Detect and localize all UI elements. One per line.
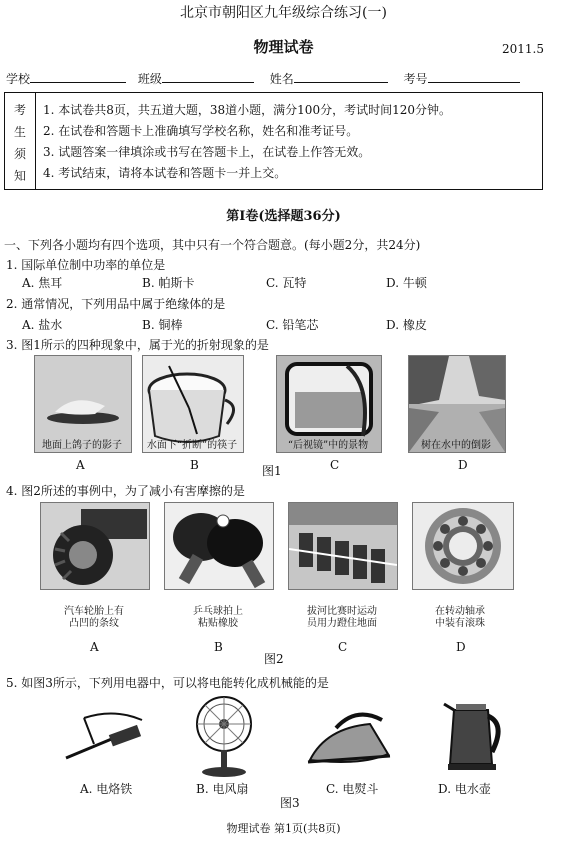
option-b: B. 帕斯卡	[142, 276, 195, 290]
question-stem: 2. 通常情况，下列用品中属于绝缘体的是	[6, 297, 226, 311]
page-footer: 物理试卷 第1页(共8页)	[226, 822, 341, 835]
option-letter-a: A	[90, 640, 99, 654]
notice-item: 4. 考试结束，请将本试卷和答题卡一并上交。	[43, 166, 287, 180]
option-a: A. 盐水	[22, 318, 63, 332]
option-d: D. 牛顿	[386, 276, 427, 290]
ping-pong-paddle-photo	[164, 502, 274, 590]
section-title: 第Ⅰ卷(选择题36分)	[226, 209, 341, 224]
chopsticks-in-cup-photo	[142, 355, 244, 453]
figure-caption: “后视镜”中的景物	[287, 440, 369, 451]
option-c: C. 瓦特	[266, 276, 307, 290]
school-blank	[30, 82, 126, 83]
option-letter-d: D	[458, 458, 468, 472]
option-b: B. 铜棒	[142, 318, 183, 332]
tractor-tire-photo	[40, 502, 150, 590]
class-blank	[162, 82, 254, 83]
figure-label: 图2	[264, 652, 284, 666]
question-stem: 1. 国际单位制中功率的单位是	[6, 258, 166, 272]
notice-box	[4, 92, 543, 190]
soldering-iron-icon	[54, 700, 154, 772]
figure-caption: 水面下“折断”的筷子	[146, 440, 238, 451]
subject-title: 物理试卷	[253, 38, 314, 56]
name-label: 姓名	[269, 72, 294, 86]
figure-caption: 乒乓球拍上 粘贴橡胶	[193, 606, 243, 629]
class-label: 班级	[137, 72, 162, 86]
question-stem: 4. 图2所述的事例中，为了减小有害摩擦的是	[6, 484, 245, 498]
option-d: D. 橡皮	[386, 318, 427, 332]
electric-kettle-icon	[440, 694, 510, 774]
question-stem: 3. 图1所示的四种现象中，属于光的折射现象的是	[6, 338, 269, 352]
option-letter-b: B	[190, 458, 199, 472]
notice-side-label: 考 生 须 知	[5, 93, 36, 189]
notice-item: 2. 在试卷和答题卡上准确填写学校名称，姓名和准考证号。	[43, 124, 359, 138]
electric-iron-icon	[300, 700, 396, 774]
pigeon-shadow-photo	[34, 355, 132, 453]
figure-label: 图3	[280, 796, 300, 810]
figure-label: 图1	[262, 464, 282, 478]
option-letter-c: C	[330, 458, 340, 472]
appliance-caption: A. 电烙铁	[80, 782, 133, 796]
appliance-caption: D. 电水壶	[438, 782, 491, 796]
notice-item: 1. 本试卷共8页，共五道大题，38道小题，满分100分，考试时间120分钟。	[43, 103, 451, 117]
figure-caption: 拔河比赛时运动 员用力蹬住地面	[307, 606, 377, 629]
student-info-row	[6, 72, 520, 86]
exam-title: 北京市朝阳区九年级综合练习(一)	[180, 5, 387, 21]
appliance-caption: C. 电熨斗	[326, 782, 379, 796]
school-label: 学校	[6, 72, 31, 86]
figure-caption: 汽车轮胎上有 凸凹的条纹	[64, 606, 124, 629]
figure-caption: 地面上鸽子的影子	[42, 440, 122, 451]
option-letter-b: B	[214, 640, 223, 654]
name-blank	[294, 82, 388, 83]
electric-fan-icon	[188, 694, 260, 780]
figure-caption: 树在水中的倒影	[421, 440, 491, 451]
section-instruction: 一、下列各小题均有四个选项，其中只有一个符合题意。(每小题2分，共24分)	[4, 238, 421, 252]
option-letter-d: D	[456, 640, 466, 654]
appliance-caption: B. 电风扇	[196, 782, 249, 796]
rearview-mirror-photo	[276, 355, 382, 453]
option-letter-c: C	[338, 640, 348, 654]
id-label: 考号	[403, 72, 428, 86]
notice-item: 3. 试题答案一律填涂或书写在答题卡上，在试卷上作答无效。	[43, 145, 371, 159]
id-blank	[428, 82, 520, 83]
exam-date: 2011.5	[502, 42, 544, 56]
tree-reflection-photo	[408, 355, 506, 453]
figure-caption: 在转动轴承 中装有滚珠	[435, 606, 485, 629]
ball-bearing-photo	[412, 502, 514, 590]
tug-of-war-photo	[288, 502, 398, 590]
option-c: C. 铅笔芯	[266, 318, 319, 332]
option-letter-a: A	[76, 458, 85, 472]
option-a: A. 焦耳	[22, 276, 63, 290]
question-stem: 5. 如图3所示，下列用电器中，可以将电能转化成机械能的是	[6, 676, 329, 690]
